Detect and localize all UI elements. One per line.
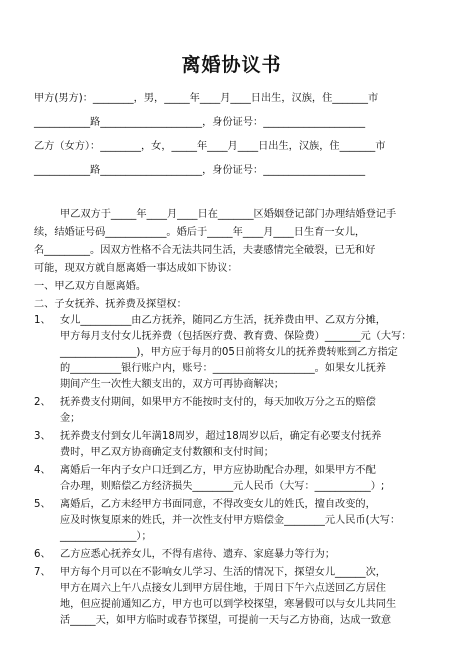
item-4-number: 4、 <box>34 465 51 476</box>
intro-line-1: 甲乙双方于_____年____月____日在_______区婚姻登记部门办理结婚登记手 <box>60 209 397 220</box>
item-1-number: 1、 <box>34 315 51 326</box>
item-7-line-2: 甲方在周六上午八点接女儿到甲方居住地，于周日下午六点送回乙方居住 <box>60 583 386 594</box>
section-two: 二、子女抚养、抚养费及探望权： <box>34 299 187 310</box>
item-6-number: 6、 <box>34 549 51 560</box>
item-7-line-1: 甲方每个月可以在不影响女儿学习、生活的情况下，探望女儿______次， <box>60 567 386 578</box>
document-title: 离婚协议书 <box>181 54 282 76</box>
item-4-line-1: 离婚后一年内子女户口迁到乙方，甲方应协助配合办理，如果甲方不配 <box>60 465 376 476</box>
item-5-line-1: 离婚后，乙方未经甲方书面同意，不得改变女儿的姓氏，擅自改变的， <box>60 499 376 510</box>
party-b-line-2: ___________路____________________，身份证号：____________________ <box>34 165 366 176</box>
item-5-line-2: 应及时恢复原来的姓氏，并一次性支付甲方赔偿金________元人民币(大写： <box>60 515 401 526</box>
item-3-line-2: 费时，甲乙双方协商确定支付数额和支付时间； <box>60 447 274 458</box>
item-6-line-1: 乙方应悉心抚养女儿，不得有虐待、遗弃、家庭暴力等行为； <box>60 549 336 560</box>
item-5-number: 5、 <box>34 499 51 510</box>
item-1-line-2: 甲方每月支付女儿抚养费（包括医疗费、教育费、保险费）_______元（大写： <box>60 331 412 342</box>
item-1-line-4: 的__________银行账户内，账号：____________________。如果女儿抚养 <box>60 363 386 374</box>
item-5-line-3: _______________）； <box>60 531 152 542</box>
intro-line-3: 名_________。因双方性格不合无法共同生活，夫妻感情完全破裂，已无和好 <box>34 245 376 256</box>
party-a-line-1: 甲方(男方)：________，男，_____年____月____日出生，汉族，住_______市 <box>34 93 379 104</box>
item-7-line-3: 地，但应提前通知乙方，甲方也可以到学校探望，寒暑假可以与女儿共同生 <box>60 599 397 610</box>
item-3-line-1: 抚养费支付到女儿年满18周岁，超过18周岁以后，确定有必要支付抚养 <box>60 431 382 442</box>
item-1-line-3: _______________)，甲方应于每月的05日前将女儿的抚养费转账到乙方指定 <box>60 347 398 358</box>
item-3-number: 3、 <box>34 431 51 442</box>
intro-line-2: 续，结婚证号码____________。婚后于_____年____月____日生育一女儿， <box>34 227 366 238</box>
section-one: 一、甲乙双方自愿离婚。 <box>34 281 147 292</box>
item-7-line-4: 活_____天，如甲方临时或春节探望，可提前一天与乙方协商，达成一致意 <box>60 615 392 626</box>
item-1-line-5: 期间产生一次性大额支出的，双方可再协商解决； <box>60 379 285 390</box>
item-7-number: 7、 <box>34 567 51 578</box>
item-2-number: 2、 <box>34 397 51 408</box>
party-b-line-1: 乙方（女方）：________，女，_____年____月____日出生，汉族，住_______市 <box>34 141 386 152</box>
intro-line-4: 可能，现双方就自愿离婚一事达成如下协议： <box>34 263 238 274</box>
item-2-line-1: 抚养费支付期间，如果甲方不能按时支付的，每天加收万分之五的赔偿 <box>60 397 376 408</box>
item-2-line-2: 金； <box>60 413 81 424</box>
item-4-line-2: 合办理，则赔偿乙方经济损失________元人民币（大写：___________）; <box>60 481 385 492</box>
party-a-line-2: ___________路____________________，身份证号：____________________ <box>34 117 366 128</box>
item-1-line-1: 女儿__________由乙方抚养，随同乙方生活，抚养费由甲、乙双方分摊， <box>60 315 386 326</box>
